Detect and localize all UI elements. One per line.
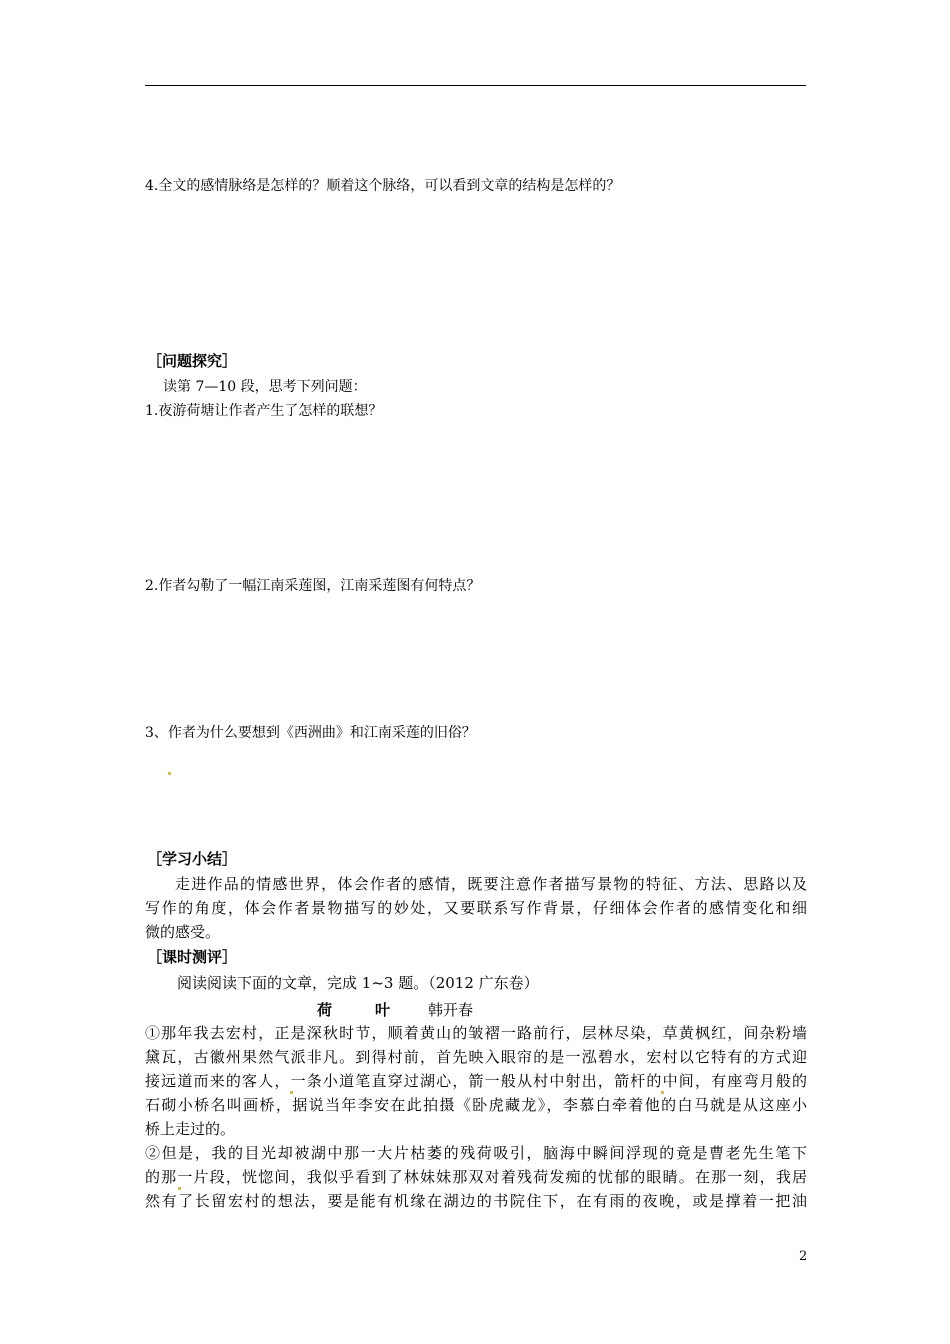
paragraph-line: ①那年我去宏村，正是深秋时节，顺着黄山的皱褶一路前行，层林尽染，草黄枫红，间杂粉墙	[145, 1024, 807, 1042]
speck-mark	[661, 1091, 664, 1094]
inquiry-question-3: 3、作者为什么要想到《西洲曲》和江南采莲的旧俗？	[145, 725, 476, 741]
article-paragraph-2	[145, 1141, 807, 1213]
article-paragraph-1	[145, 1021, 807, 1141]
article-author: 韩开春	[428, 1001, 474, 1019]
summary-line: 走进作品的情感世界，体会作者的感情，既要注意作者描写景物的特征、方法、思路以及	[175, 875, 807, 893]
speck-mark	[290, 1091, 293, 1094]
paragraph-line: 黛瓦，古徽州果然气派非凡。到得村前，首先映入眼帘的是一泓碧水，宏村以它特有的方式迎	[145, 1048, 807, 1066]
summary-line: 微的感受。	[145, 923, 221, 941]
paragraph-line: 桥上走过的。	[145, 1120, 236, 1138]
summary-line: 写作的角度，体会作者景物描写的妙处，又要联系写作背景，仔细体会作者的感情变化和细	[145, 899, 807, 917]
article-title-char: 荷	[317, 1001, 333, 1019]
paragraph-line: ②但是，我的目光却被湖中那一大片枯萎的残荷吸引，脑海中瞬间浮现的竟是曹老先生笔下	[145, 1144, 807, 1162]
summary-paragraph	[145, 872, 807, 944]
inquiry-intro: 读第 7—10 段，思考下列问题：	[163, 379, 367, 395]
paragraph-line: 石砌小桥名叫画桥，据说当年李安在此拍摄《卧虎藏龙》，李慕白牵着他的白马就是从这座小	[145, 1096, 807, 1114]
inquiry-question-1: 1.夜游荷塘让作者产生了怎样的联想？	[145, 403, 383, 419]
header-rule	[145, 85, 806, 86]
inquiry-question-2: 2.作者勾勒了一幅江南采莲图，江南采莲图有何特点？	[145, 578, 481, 594]
inquiry-heading: ［问题探究］	[147, 352, 238, 370]
page-number: 2	[799, 1249, 808, 1264]
assessment-heading: ［课时测评］	[147, 948, 238, 966]
assessment-instruction: 阅读阅读下面的文章，完成 1~3 题。（2012 广东卷）	[177, 974, 539, 992]
speck-mark	[178, 1187, 181, 1190]
paragraph-line: 然有了长留宏村的想法，要是能有机缘在湖边的书院住下，在有雨的夜晚，或是撑着一把油	[145, 1192, 807, 1210]
speck-mark	[168, 772, 171, 775]
summary-heading: ［学习小结］	[147, 850, 238, 868]
paragraph-line: 的那一片段，恍惚间，我似乎看到了林妹妹那双对着残荷发痴的忧郁的眼睛。在那一刻，我居	[145, 1168, 807, 1186]
paragraph-line: 接远道而来的客人，一条小道笔直穿过湖心，箭一般从村中射出，箭杆的中间，有座弯月般的	[145, 1072, 807, 1090]
article-title-char: 叶	[375, 1001, 391, 1019]
question-4: 4.全文的感情脉络是怎样的？顺着这个脉络，可以看到文章的结构是怎样的？	[145, 178, 621, 194]
